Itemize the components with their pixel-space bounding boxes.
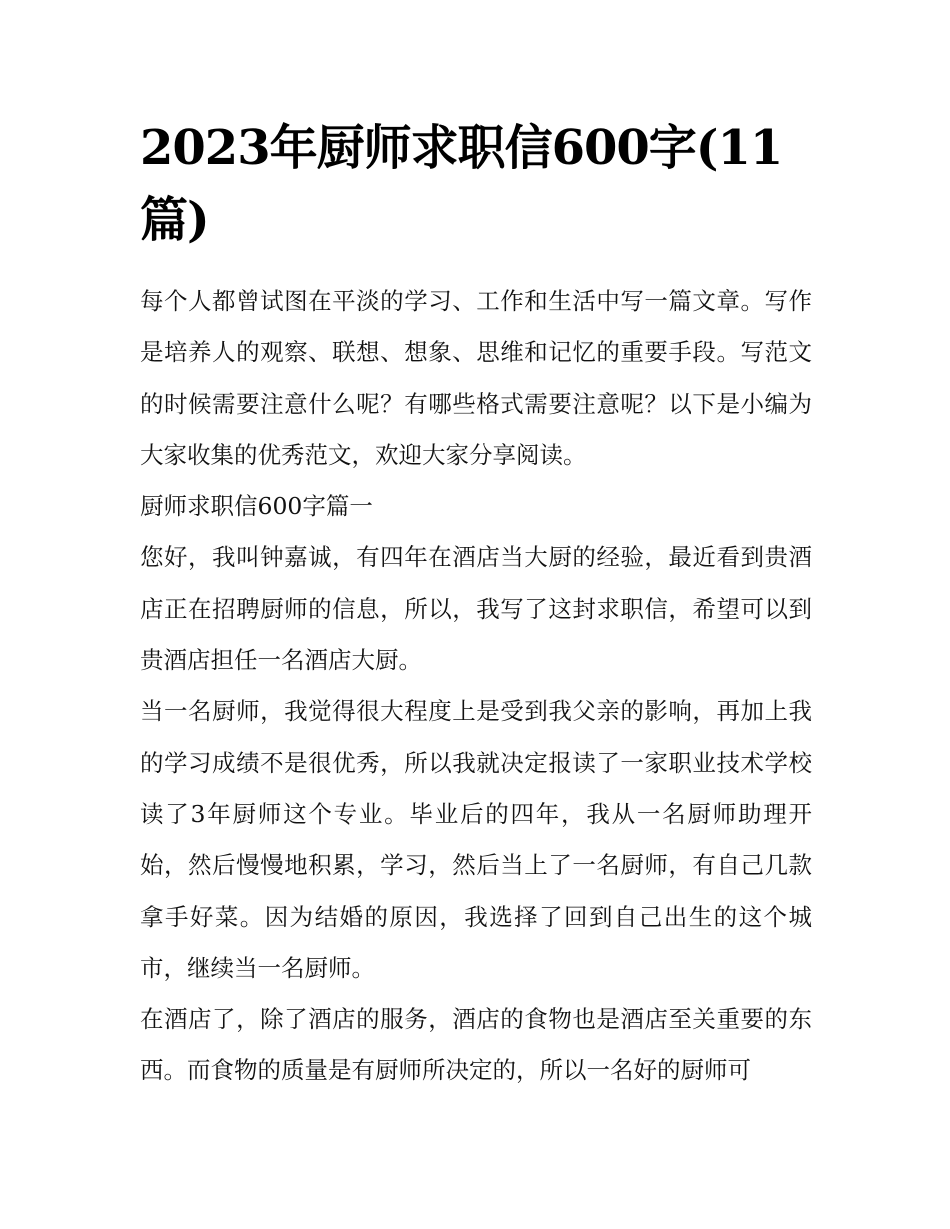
body-paragraph: 您好，我叫钟嘉诚，有四年在酒店当大厨的经验，最近看到贵酒店正在招聘厨师的信息，所以，我写了这封求职信，希望可以到贵酒店担任一名酒店大厨。 [140, 543, 812, 675]
document-body [140, 276, 812, 1097]
body-paragraph: 当一名厨师，我觉得很大程度上是受到我父亲的影响，再加上我的学习成绩不是很优秀，所以我就决定报读了一家职业技术学校读了3年厨师这个专业。毕业后的四年，我从一名厨师助理开始，然后慢慢地积累，学习，然后当上了一名厨师，有自己几款拿手好菜。因为结婚的原因，我选择了回到自己出生的这个城市，继续当一名厨师。 [140, 697, 812, 982]
intro-paragraph: 每个人都曾试图在平淡的学习、工作和生活中写一篇文章。写作是培养人的观察、联想、想象、思维和记忆的重要手段。写范文的时候需要注意什么呢？有哪些格式需要注意呢？以下是小编为大家收集的优秀范文，欢迎大家分享阅读。 [140, 287, 812, 469]
body-paragraph: 在酒店了，除了酒店的服务，酒店的食物也是酒店至关重要的东西。而食物的质量是有厨师所决定的，所以一名好的厨师可 [140, 1005, 812, 1085]
section-heading: 厨师求职信600字篇一 [140, 492, 373, 521]
document-title: 2023年厨师求职信600字(11篇) [140, 120, 783, 248]
